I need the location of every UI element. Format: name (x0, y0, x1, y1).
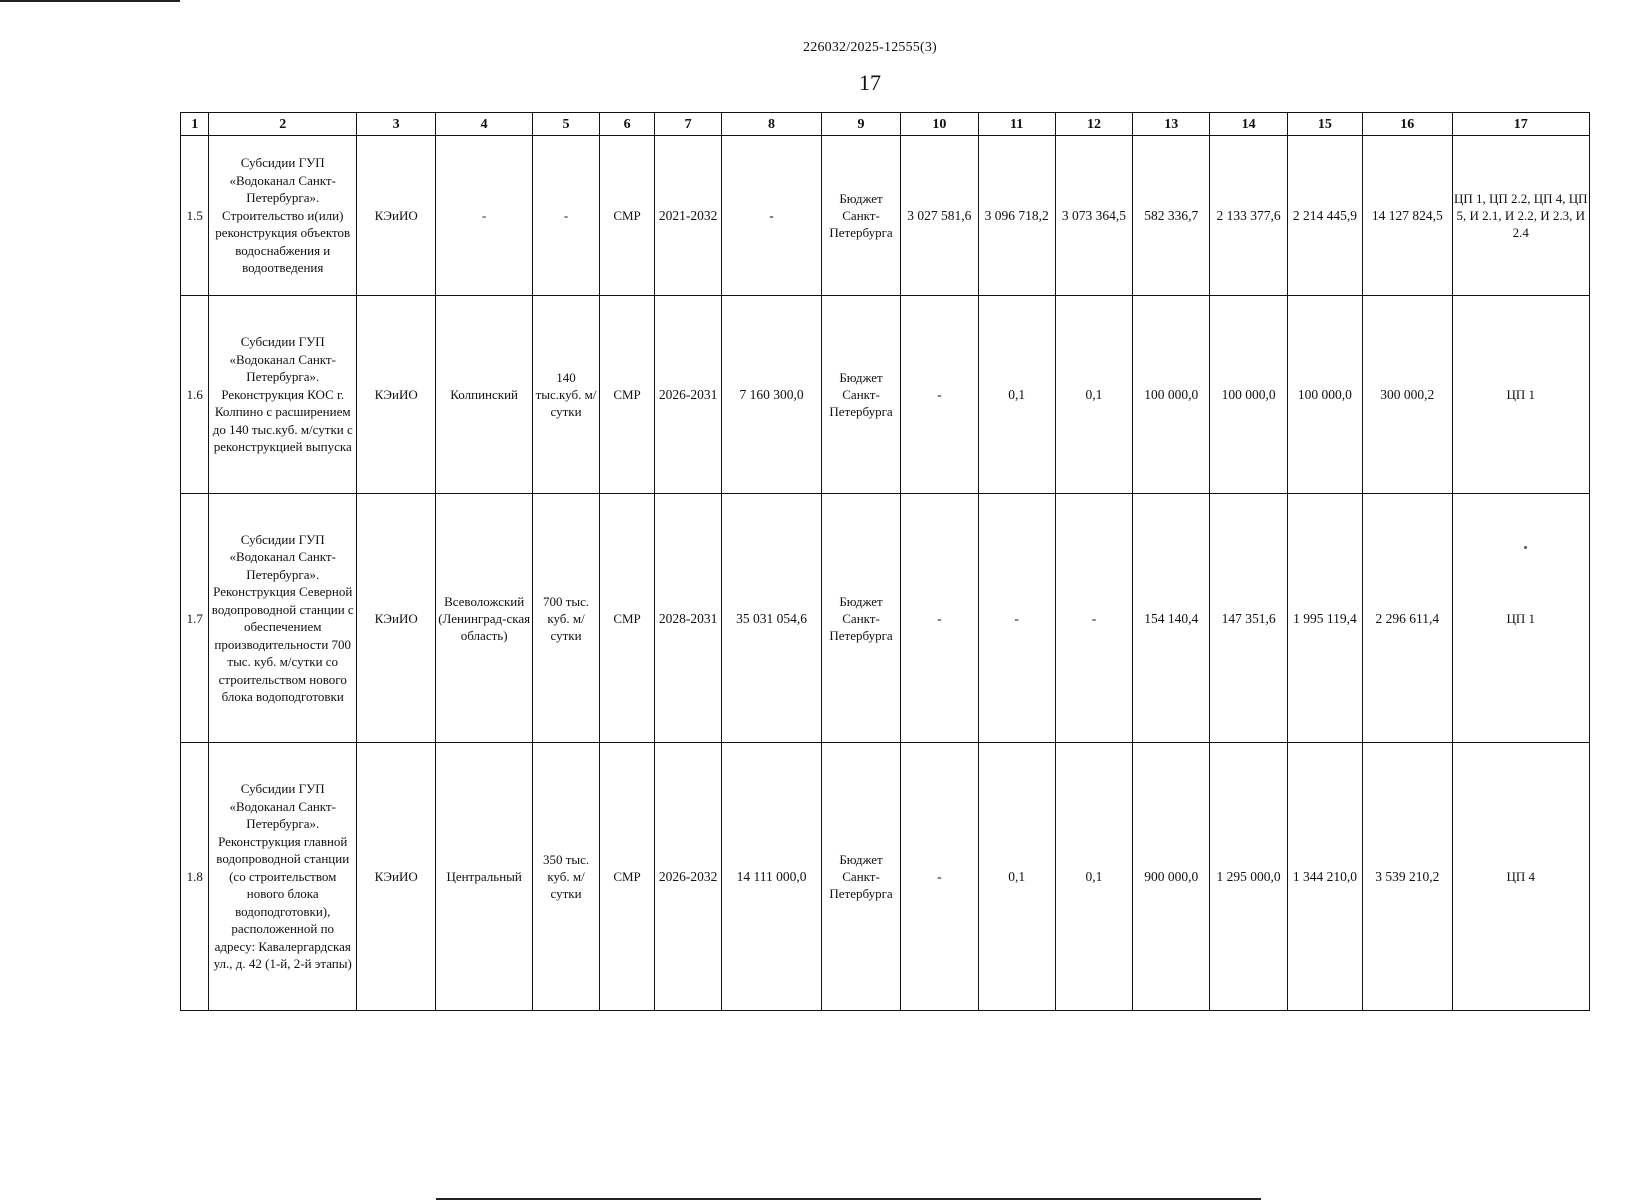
column-header: 6 (600, 113, 655, 136)
total-cost: 14 111 000,0 (722, 743, 822, 1011)
value-col-13: 900 000,0 (1133, 743, 1210, 1011)
column-header: 11 (978, 113, 1055, 136)
funding-source: Бюджет Санкт-Петербурга (821, 743, 900, 1011)
column-header: 13 (1133, 113, 1210, 136)
column-header: 9 (821, 113, 900, 136)
column-header: 3 (356, 113, 435, 136)
indicators: ЦП 1 (1452, 494, 1589, 743)
value-col-13: 100 000,0 (1133, 296, 1210, 494)
row-number: 1.6 (181, 296, 209, 494)
value-col-14: 1 295 000,0 (1210, 743, 1287, 1011)
district: - (436, 136, 533, 296)
district: Всеволожский (Ленинград-ская область) (436, 494, 533, 743)
table-row (181, 296, 1590, 494)
executor: КЭиИО (356, 136, 435, 296)
scan-edge-mark (0, 0, 180, 2)
value-col-10: - (901, 494, 978, 743)
column-header: 17 (1452, 113, 1589, 136)
capacity: 700 тыс. куб. м/сутки (532, 494, 599, 743)
row-number: 1.8 (181, 743, 209, 1011)
work-type: СМР (600, 136, 655, 296)
total-cost: 7 160 300,0 (722, 296, 822, 494)
executor: КЭиИО (356, 494, 435, 743)
value-col-10: - (901, 296, 978, 494)
table-row (181, 136, 1590, 296)
value-col-14: 2 133 377,6 (1210, 136, 1287, 296)
value-col-13: 582 336,7 (1133, 136, 1210, 296)
executor: КЭиИО (356, 296, 435, 494)
indicators: ЦП 1 (1452, 296, 1589, 494)
period: 2028-2031 (655, 494, 722, 743)
value-col-12: 0,1 (1055, 296, 1132, 494)
executor: КЭиИО (356, 743, 435, 1011)
period: 2021-2032 (655, 136, 722, 296)
funding-source: Бюджет Санкт-Петербурга (821, 296, 900, 494)
funding-source: Бюджет Санкт-Петербурга (821, 494, 900, 743)
work-type: СМР (600, 494, 655, 743)
value-col-11: 0,1 (978, 296, 1055, 494)
scan-speck (1524, 546, 1527, 549)
value-col-12: 0,1 (1055, 743, 1132, 1011)
period: 2026-2031 (655, 296, 722, 494)
value-col-11: 0,1 (978, 743, 1055, 1011)
column-header: 7 (655, 113, 722, 136)
value-col-10: - (901, 743, 978, 1011)
capacity: 350 тыс. куб. м/сутки (532, 743, 599, 1011)
measure-name: Субсидии ГУП «Водоканал Санкт-Петербурга». Строительство и(или) реконструкция объектов водоснабжения и водоотведения (209, 136, 357, 296)
column-header: 10 (901, 113, 978, 136)
value-col-13: 154 140,4 (1133, 494, 1210, 743)
row-number: 1.7 (181, 494, 209, 743)
column-header: 4 (436, 113, 533, 136)
value-col-11: - (978, 494, 1055, 743)
page-number: 17 (859, 70, 881, 95)
program-table (180, 112, 1590, 1011)
value-col-14: 100 000,0 (1210, 296, 1287, 494)
value-col-16: 3 539 210,2 (1363, 743, 1453, 1011)
column-header: 8 (722, 113, 822, 136)
value-col-15: 2 214 445,9 (1287, 136, 1362, 296)
column-header: 1 (181, 113, 209, 136)
work-type: СМР (600, 743, 655, 1011)
column-header: 12 (1055, 113, 1132, 136)
indicators: ЦП 1, ЦП 2.2, ЦП 4, ЦП 5, И 2.1, И 2.2, И 2.3, И 2.4 (1452, 136, 1589, 296)
table-row (181, 494, 1590, 743)
district: Центральный (436, 743, 533, 1011)
column-header: 15 (1287, 113, 1362, 136)
capacity: - (532, 136, 599, 296)
column-header: 16 (1363, 113, 1453, 136)
value-col-12: 3 073 364,5 (1055, 136, 1132, 296)
measure-name: Субсидии ГУП «Водоканал Санкт-Петербурга». Реконструкция главной водопроводной станции (со строительством нового блока водоподготовки), расположенной по адресу: Кавалергардская ул., д. 42 (1-й, 2-й этапы) (209, 743, 357, 1011)
value-col-12: - (1055, 494, 1132, 743)
value-col-15: 100 000,0 (1287, 296, 1362, 494)
column-header: 14 (1210, 113, 1287, 136)
value-col-16: 2 296 611,4 (1363, 494, 1453, 743)
program-table-container (180, 112, 1590, 1011)
total-cost: 35 031 054,6 (722, 494, 822, 743)
work-type: СМР (600, 296, 655, 494)
value-col-15: 1 344 210,0 (1287, 743, 1362, 1011)
column-header: 2 (209, 113, 357, 136)
value-col-14: 147 351,6 (1210, 494, 1287, 743)
period: 2026-2032 (655, 743, 722, 1011)
value-col-16: 14 127 824,5 (1363, 136, 1453, 296)
indicators: ЦП 4 (1452, 743, 1589, 1011)
value-col-16: 300 000,2 (1363, 296, 1453, 494)
document-number: 226032/2025-12555(3) (803, 40, 937, 55)
total-cost: - (722, 136, 822, 296)
capacity: 140 тыс.куб. м/сутки (532, 296, 599, 494)
value-col-11: 3 096 718,2 (978, 136, 1055, 296)
measure-name: Субсидии ГУП «Водоканал Санкт-Петербурга». Реконструкция Северной водопроводной станции с обеспечением производительности 700 тыс. куб. м/сутки со строительством нового блока водоподготовки (209, 494, 357, 743)
table-row (181, 743, 1590, 1011)
measure-name: Субсидии ГУП «Водоканал Санкт-Петербурга». Реконструкция КОС г. Колпино с расширением до 140 тыс.куб. м/сутки с реконструкцией выпуска (209, 296, 357, 494)
row-number: 1.5 (181, 136, 209, 296)
value-col-10: 3 027 581,6 (901, 136, 978, 296)
column-header: 5 (532, 113, 599, 136)
table-header-row (181, 113, 1590, 136)
value-col-15: 1 995 119,4 (1287, 494, 1362, 743)
funding-source: Бюджет Санкт-Петербурга (821, 136, 900, 296)
district: Колпинский (436, 296, 533, 494)
